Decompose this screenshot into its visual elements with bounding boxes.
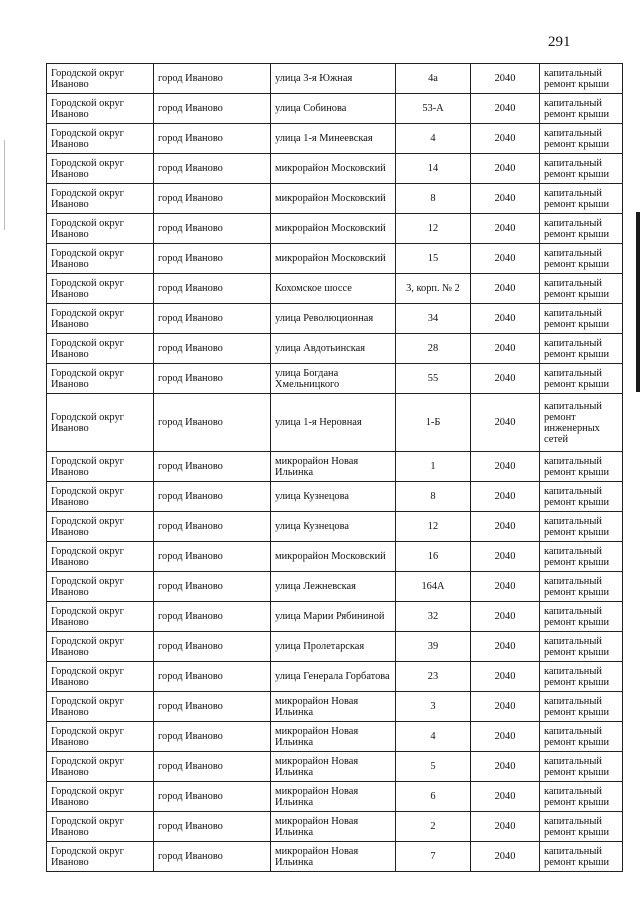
cell-district: Городской округ Иваново (47, 364, 154, 394)
cell-house-number: 164А (396, 572, 471, 602)
cell-street: улица Пролетарская (271, 632, 396, 662)
cell-house-number: 5 (396, 752, 471, 782)
cell-street: Кохомское шоссе (271, 274, 396, 304)
table-row (47, 154, 623, 184)
cell-district: Городской округ Иваново (47, 782, 154, 812)
cell-street: улица Собинова (271, 94, 396, 124)
cell-city: город Иваново (154, 214, 271, 244)
cell-house-number: 4 (396, 722, 471, 752)
cell-work-type: капитальный ремонт крыши (540, 304, 623, 334)
cell-work-type: капитальный ремонт крыши (540, 782, 623, 812)
cell-district: Городской округ Иваново (47, 482, 154, 512)
cell-year: 2040 (471, 662, 540, 692)
cell-city: город Иваново (154, 782, 271, 812)
table-body (47, 64, 623, 872)
cell-district: Городской округ Иваново (47, 812, 154, 842)
table-row (47, 722, 623, 752)
cell-city: город Иваново (154, 394, 271, 452)
cell-work-type: капитальный ремонт крыши (540, 94, 623, 124)
table-row (47, 782, 623, 812)
cell-city: город Иваново (154, 842, 271, 872)
cell-work-type: капитальный ремонт крыши (540, 274, 623, 304)
cell-work-type: капитальный ремонт крыши (540, 184, 623, 214)
cell-year: 2040 (471, 722, 540, 752)
cell-year: 2040 (471, 602, 540, 632)
cell-city: город Иваново (154, 184, 271, 214)
cell-year: 2040 (471, 842, 540, 872)
cell-work-type: капитальный ремонт крыши (540, 512, 623, 542)
cell-street: микрорайон Московский (271, 244, 396, 274)
cell-city: город Иваново (154, 602, 271, 632)
cell-house-number: 53-А (396, 94, 471, 124)
cell-street: улица 1-я Неровная (271, 394, 396, 452)
cell-year: 2040 (471, 692, 540, 722)
cell-street: улица 1-я Минеевская (271, 124, 396, 154)
cell-work-type: капитальный ремонт крыши (540, 842, 623, 872)
cell-year: 2040 (471, 244, 540, 274)
cell-city: город Иваново (154, 632, 271, 662)
cell-year: 2040 (471, 154, 540, 184)
cell-work-type: капитальный ремонт крыши (540, 692, 623, 722)
scan-edge-line (4, 140, 5, 230)
cell-city: город Иваново (154, 244, 271, 274)
cell-house-number: 32 (396, 602, 471, 632)
cell-street: микрорайон Московский (271, 214, 396, 244)
table-row (47, 274, 623, 304)
cell-house-number: 4 (396, 124, 471, 154)
cell-year: 2040 (471, 752, 540, 782)
cell-house-number: 55 (396, 364, 471, 394)
cell-house-number: 16 (396, 542, 471, 572)
cell-district: Городской округ Иваново (47, 572, 154, 602)
cell-house-number: 15 (396, 244, 471, 274)
cell-district: Городской округ Иваново (47, 214, 154, 244)
cell-city: город Иваново (154, 752, 271, 782)
cell-year: 2040 (471, 782, 540, 812)
cell-house-number: 1-Б (396, 394, 471, 452)
table-row (47, 842, 623, 872)
table-row (47, 64, 623, 94)
cell-street: улица Кузнецова (271, 482, 396, 512)
cell-street: улица Революционная (271, 304, 396, 334)
table-row (47, 394, 623, 452)
cell-city: город Иваново (154, 154, 271, 184)
cell-district: Городской округ Иваново (47, 334, 154, 364)
cell-house-number: 3, корп. № 2 (396, 274, 471, 304)
cell-city: город Иваново (154, 64, 271, 94)
table-row (47, 364, 623, 394)
cell-city: город Иваново (154, 812, 271, 842)
cell-street: улица Кузнецова (271, 512, 396, 542)
cell-house-number: 39 (396, 632, 471, 662)
cell-city: город Иваново (154, 692, 271, 722)
cell-city: город Иваново (154, 274, 271, 304)
cell-year: 2040 (471, 334, 540, 364)
cell-work-type: капитальный ремонт крыши (540, 154, 623, 184)
cell-work-type: капитальный ремонт крыши (540, 214, 623, 244)
cell-city: город Иваново (154, 124, 271, 154)
cell-city: город Иваново (154, 304, 271, 334)
cell-work-type: капитальный ремонт крыши (540, 572, 623, 602)
cell-street: улица Лежневская (271, 572, 396, 602)
table-row (47, 662, 623, 692)
cell-street: микрорайон Новая Ильинка (271, 782, 396, 812)
cell-work-type: капитальный ремонт крыши (540, 812, 623, 842)
repair-schedule-table (46, 63, 623, 872)
cell-district: Городской округ Иваново (47, 722, 154, 752)
cell-year: 2040 (471, 452, 540, 482)
cell-district: Городской округ Иваново (47, 602, 154, 632)
cell-house-number: 8 (396, 184, 471, 214)
cell-city: город Иваново (154, 542, 271, 572)
table-row (47, 214, 623, 244)
cell-city: город Иваново (154, 364, 271, 394)
cell-work-type: капитальный ремонт крыши (540, 124, 623, 154)
cell-house-number: 12 (396, 512, 471, 542)
cell-district: Городской округ Иваново (47, 542, 154, 572)
cell-street: улица 3-я Южная (271, 64, 396, 94)
cell-year: 2040 (471, 214, 540, 244)
cell-street: улица Марии Рябининой (271, 602, 396, 632)
cell-street: улица Богдана Хмельницкого (271, 364, 396, 394)
page-number: 291 (548, 34, 571, 50)
table-row (47, 244, 623, 274)
cell-district: Городской округ Иваново (47, 124, 154, 154)
scan-edge-mark (636, 212, 640, 392)
cell-work-type: капитальный ремонт крыши (540, 364, 623, 394)
cell-street: микрорайон Московский (271, 154, 396, 184)
cell-work-type: капитальный ремонт крыши (540, 542, 623, 572)
cell-district: Городской округ Иваново (47, 184, 154, 214)
cell-work-type: капитальный ремонт крыши (540, 244, 623, 274)
table-row (47, 512, 623, 542)
cell-district: Городской округ Иваново (47, 274, 154, 304)
cell-house-number: 1 (396, 452, 471, 482)
cell-street: микрорайон Новая Ильинка (271, 812, 396, 842)
cell-year: 2040 (471, 304, 540, 334)
cell-work-type: капитальный ремонт крыши (540, 334, 623, 364)
cell-district: Городской округ Иваново (47, 154, 154, 184)
cell-work-type: капитальный ремонт крыши (540, 662, 623, 692)
table-row (47, 752, 623, 782)
cell-work-type: капитальный ремонт крыши (540, 752, 623, 782)
table-row (47, 482, 623, 512)
cell-district: Городской округ Иваново (47, 64, 154, 94)
cell-house-number: 23 (396, 662, 471, 692)
cell-street: микрорайон Новая Ильинка (271, 692, 396, 722)
cell-year: 2040 (471, 632, 540, 662)
cell-district: Городской округ Иваново (47, 94, 154, 124)
cell-house-number: 7 (396, 842, 471, 872)
cell-street: микрорайон Новая Ильинка (271, 752, 396, 782)
cell-house-number: 28 (396, 334, 471, 364)
cell-house-number: 6 (396, 782, 471, 812)
cell-city: город Иваново (154, 662, 271, 692)
cell-year: 2040 (471, 64, 540, 94)
cell-house-number: 8 (396, 482, 471, 512)
cell-year: 2040 (471, 94, 540, 124)
table-row (47, 124, 623, 154)
cell-work-type: капитальный ремонт крыши (540, 64, 623, 94)
cell-district: Городской округ Иваново (47, 842, 154, 872)
cell-street: микрорайон Московский (271, 184, 396, 214)
cell-house-number: 34 (396, 304, 471, 334)
cell-year: 2040 (471, 812, 540, 842)
table-row (47, 184, 623, 214)
cell-district: Городской округ Иваново (47, 752, 154, 782)
cell-year: 2040 (471, 274, 540, 304)
cell-city: город Иваново (154, 572, 271, 602)
cell-street: улица Авдотьинская (271, 334, 396, 364)
table-row (47, 334, 623, 364)
cell-house-number: 2 (396, 812, 471, 842)
cell-work-type: капитальный ремонт крыши (540, 452, 623, 482)
cell-city: город Иваново (154, 334, 271, 364)
cell-district: Городской округ Иваново (47, 244, 154, 274)
cell-street: микрорайон Новая Ильинка (271, 842, 396, 872)
cell-house-number: 4а (396, 64, 471, 94)
cell-year: 2040 (471, 364, 540, 394)
cell-work-type: капитальный ремонт крыши (540, 602, 623, 632)
table-row (47, 542, 623, 572)
cell-year: 2040 (471, 542, 540, 572)
cell-year: 2040 (471, 482, 540, 512)
cell-city: город Иваново (154, 94, 271, 124)
cell-house-number: 14 (396, 154, 471, 184)
cell-district: Городской округ Иваново (47, 692, 154, 722)
table-row (47, 304, 623, 334)
cell-work-type: капитальный ремонт крыши (540, 722, 623, 752)
cell-street: улица Генерала Горбатова (271, 662, 396, 692)
table-row (47, 452, 623, 482)
cell-house-number: 12 (396, 214, 471, 244)
cell-year: 2040 (471, 512, 540, 542)
table-row (47, 572, 623, 602)
cell-city: город Иваново (154, 452, 271, 482)
table-row (47, 632, 623, 662)
table-row (47, 602, 623, 632)
cell-city: город Иваново (154, 482, 271, 512)
cell-city: город Иваново (154, 722, 271, 752)
cell-city: город Иваново (154, 512, 271, 542)
cell-district: Городской округ Иваново (47, 394, 154, 452)
cell-district: Городской округ Иваново (47, 304, 154, 334)
cell-district: Городской округ Иваново (47, 452, 154, 482)
cell-street: микрорайон Новая Ильинка (271, 452, 396, 482)
table-row (47, 94, 623, 124)
cell-work-type: капитальный ремонт крыши (540, 482, 623, 512)
cell-year: 2040 (471, 394, 540, 452)
cell-year: 2040 (471, 572, 540, 602)
cell-work-type: капитальный ремонт крыши (540, 632, 623, 662)
cell-house-number: 3 (396, 692, 471, 722)
cell-year: 2040 (471, 124, 540, 154)
table-row (47, 692, 623, 722)
cell-year: 2040 (471, 184, 540, 214)
cell-street: микрорайон Московский (271, 542, 396, 572)
cell-district: Городской округ Иваново (47, 662, 154, 692)
cell-district: Городской округ Иваново (47, 512, 154, 542)
table-row (47, 812, 623, 842)
cell-district: Городской округ Иваново (47, 632, 154, 662)
cell-work-type: капитальный ремонт инженерных сетей (540, 394, 623, 452)
cell-street: микрорайон Новая Ильинка (271, 722, 396, 752)
